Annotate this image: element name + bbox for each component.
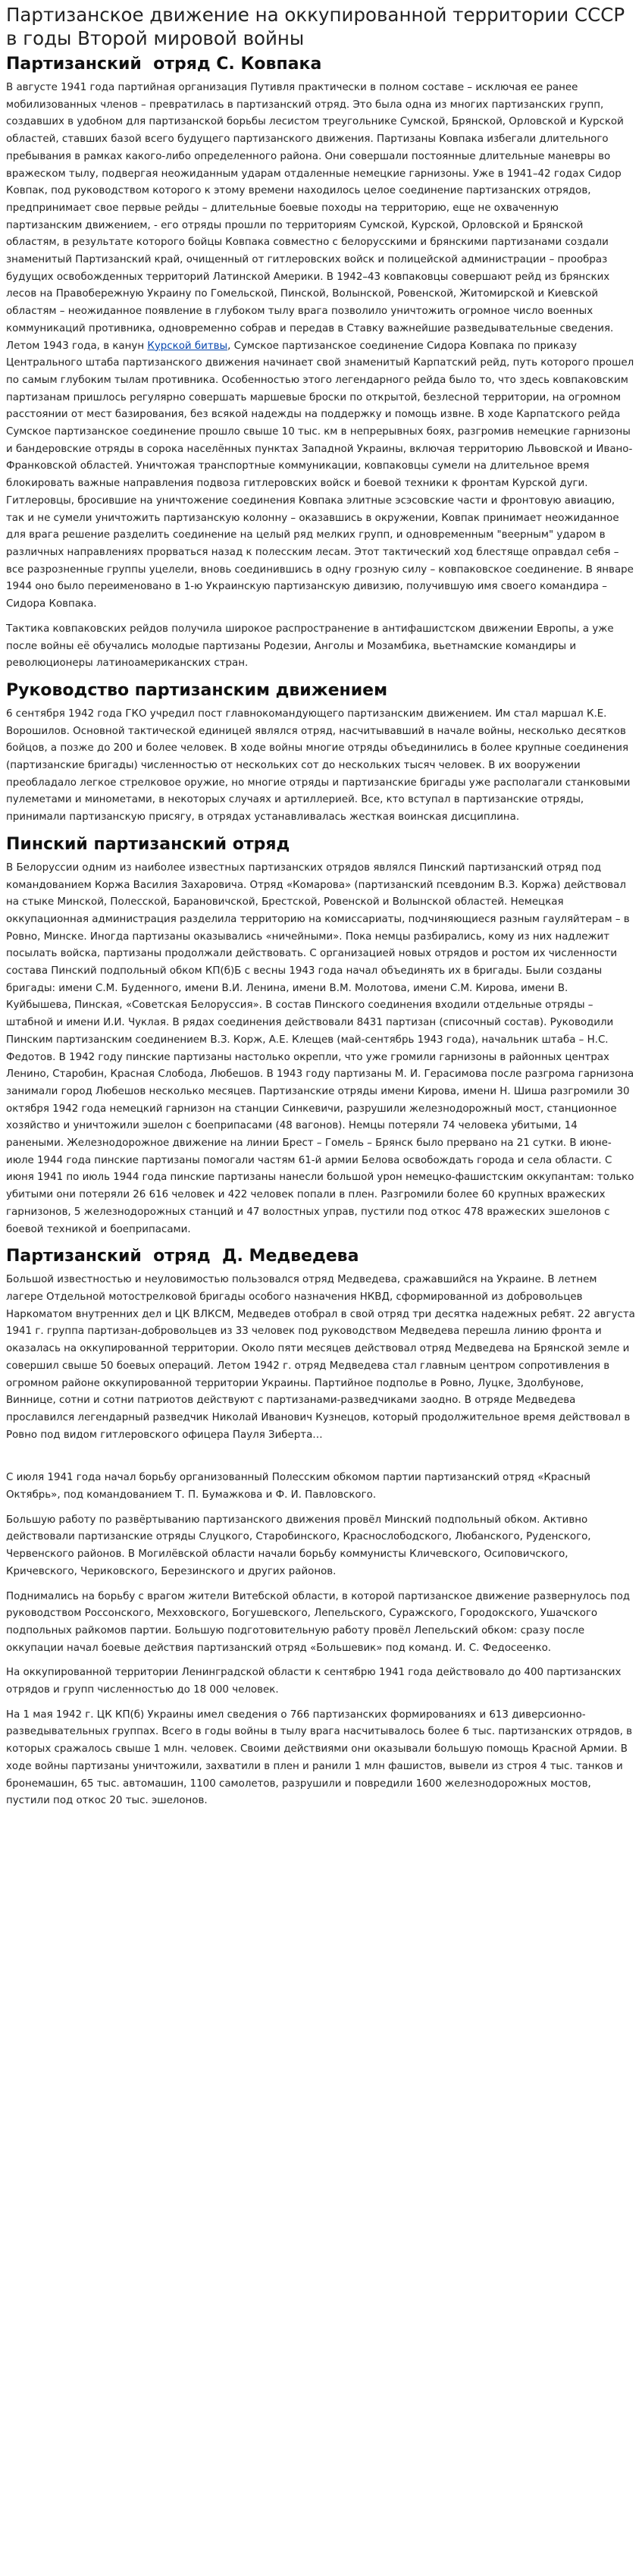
pinsk-paragraph-1: В Белоруссии одним из наиболее известных партизанских отрядов являлся Пинский партизанский отряд под командованием Коржа Василия Захаровича. Отряд «Комарова» (партизанский псевдоним В.З. Коржа) действовал на стыке Минской, Полесской, Барановичской, Брестской, Ровенской и Волынской областей. Немецкая оккупационная администрация разделила территорию на комиссариаты, подчиняющиеся разным гауляйтерам – в Ровно, Минске. Иногда партизаны оказывались «ничейными». Пока немцы разбирались, кому из них надлежит посылать войска, партизаны продолжали действовать. С организацией новых отрядов и ростом их численности состава Пинский подпольный обком КП(б)Б с весны 1943 года начал объединять их в бригады. Были созданы бригады: имени С.М. Буденного, имени В.И. Ленина, имени В.М. Молотова, имени С.М. Кирова, имени В. Куйбышева, Пинская, «Советская Белоруссия». В состав Пинского соединения входили отдельные отряды – штабной и имени И.И. Чуклая. В рядах соединения действовали 8431 партизан (списочный состав). Руководили Пинским партизанским соединением В.З. Корж, А.Е. Клещев (май-сентябрь 1943 года), начальник штаба – Н.С. Федотов. В 1942 году пинские партизаны настолько окрепли, что уже громили гарнизоны в районных центрах Ленино, Старобин, Красная Слобода, Любешов. В 1943 году партизаны М. И. Герасимова после разгрома гарнизона занимали город Любешов несколько месяцев. Партизанские отряды имени Кирова, имени Н. Шиша разгромили 30 октября 1942 года немецкий гарнизон на станции Синкевичи, разрушили железнодорожный мост, станционное хозяйство и уничтожили эшелон с боеприпасами (48 вагонов). Немцы потеряли 74 человека убитыми, 14 ранеными. Железнодорожное движение на линии Брест – Гомель – Брянск было прервано на 21 сутки. В июне-июле 1944 года пинские партизаны помогали частям 61-й армии Белова освобождать города и села области. С июня 1941 по июль 1944 года пинские партизаны нанесли большой урон немецко-фашистским оккупантам: только убитыми они потеряли 26 616 человек и 422 человек попали в плен. Разгромили более 60 крупных вражеских гарнизонов, 5 железнодорожных станций и 47 волостных управ, пустили под откос 478 вражеских эшелонов с боевой техникой и боеприпасами.	[6, 861, 634, 1235]
kovpak-paragraph-1	[6, 80, 636, 613]
page-title: Партизанское движение на оккупированной территории СССР в годы Второй мировой войны	[6, 4, 625, 49]
kovpak-paragraph-1-text-b: , Сумское партизанское соединение Сидора Ковпака по приказу Центрального штаба партизанского движения начинает свой знаменитый Карпатский рейд, путь которого прошел по самым глубоким тылам противника. Особенностью этого легендарного рейда было то, что здесь ковпаковским партизанам пришлось регулярно совершать маршевые броски по открытой, безлесной территории, на огромном расстоянии от мест базирования, без всякой надежды на поддержку и помощь извне. В ходе Карпатского рейда Сумское партизанское соединение прошло свыше 10 тыс. км в непрерывных боях, разгромив немецкие гарнизоны и бандеровские отряды в сорока населённых пунктах Западной Украины, включая территорию Львовской и Ивано-Франковской областей. Уничтожая транспортные коммуникации, ковпаковцы сумели на длительное время блокировать важные направления подвоза гитлеровских войск и боевой техники к фронтам Курской дуги. Гитлеровцы, бросившие на уничтожение соединения Ковпака элитные эсэсовские части и фронтовую авиацию, так и не сумели уничтожить партизанскую колонну – оказавшись в окружении, Ковпак принимает неожиданное для врага решение разделить соединение на целый ряд мелких групп, и одновременным "веерным" ударом в различных направлениях прорваться назад к полесским лесам. Этот тактический ход блестяще оправдал себя – все разрозненные группы уцелели, вновь соединившись в одну грозную силу – ковпаковское соединение. В январе 1944 оно было переименовано в 1-ю Украинскую партизанскую дивизию, получившую имя своего командира – Сидора Ковпака.	[6, 340, 634, 610]
medvedev-paragraph-6: На 1 мая 1942 г. ЦК КП(б) Украины имел сведения о 766 партизанских формированиях и 613 диверсионно-разведывательных группах. Всего в годы войны в тылу врага насчитывалось более 6 тыс. партизанских отрядов, в которых сражалось свыше 1 млн. человек. Своими действиями они оказывали большую помощь Красной Армии. В ходе войны партизаны уничтожили, захватили в плен и ранили 1 млн фашистов, вывели из строя 4 тыс. танков и бронемашин, 65 тыс. автомашин, 1100 самолетов, разрушили и повредили 1600 железнодорожных мостов, пустили под откос 20 тыс. эшелонов.	[6, 1708, 633, 1807]
section-heading-pinsk: Пинский партизанский отряд	[6, 834, 290, 854]
section-pinsk	[6, 834, 636, 1238]
kovpak-paragraph-2: Тактика ковпаковских рейдов получила широкое распространение в антифашистском движении Европы, а уже после войны её обучались молодые партизаны Родезии, Анголы и Мозамбика, вьетнамские командиры и революционеры латиноамериканских стран.	[6, 623, 614, 670]
section-heading-leadership: Руководство партизанским движением	[6, 680, 388, 700]
medvedev-paragraph-2: С июля 1941 года начал борьбу организованный Полесским обкомом партии партизанский отряд «Красный Октябрь», под командованием Т. П. Бумажкова и Ф. И. Павловского.	[6, 1472, 591, 1501]
medvedev-paragraph-4: Поднимались на борьбу с врагом жители Витебской области, в которой партизанское движение развернулось под руководством Россонского, Мехховского, Богушевского, Лепельского, Суражского, Городокского, Ушачского подпольных райкомов партии. Большую подготовительную работу провёл Лепельский обком: сразу после оккупации начал боевые действия партизанский отряд «Большевик» под команд. И. С. Федосеенко.	[6, 1590, 631, 1654]
article	[6, 0, 636, 1810]
kursk-battle-link[interactable]: Курской битвы	[147, 340, 228, 352]
section-heading-medvedev: Партизанский отряд Д. Медведева	[6, 1247, 359, 1266]
section-heading-kovpak: Партизанский отряд С. Ковпака	[6, 55, 322, 74]
medvedev-paragraph-1: Большой известностью и неуловимостью пользовался отряд Медведева, сражавшийся на Украине. В летнем лагере Отдельной мотострелковой бригады особого назначения НКВД, сформированной из добровольцев Наркоматом внутренних дел и ЦК ВЛКСМ, Медведев отобрал в свой отряд три десятка надежных ребят. 22 августа 1941 г. группа партизан-добровольцев из 33 человек под руководством Медведева перешла линию фронта и оказалась на оккупированной территории. Около пяти месяцев действовал отряд Медведева на Брянской земле и совершил свыше 50 боевых операций. Летом 1942 г. отряд Медведева стал главным центром сопротивления в огромном районе оккупированной территории Украины. Партийное подполье в Ровно, Луцке, Здолбунове, Виннице, сотни и сотни патриотов действуют с партизанами-разведчиками заодно. В отряде Медведева прославился легендарный разведчик Николай Иванович Кузнецов, который продолжительное время действовал в Ровно под видом гитлеровского офицера Пауля Зиберта…	[6, 1274, 635, 1441]
kovpak-paragraph-1-text-a: В августе 1941 года партийная организация Путивля практически в полном составе – исключая ее ранее мобилизованных членов – превратилась в партизанский отряд. Это была одна из многих партизанских групп, создавших в удобном для партизанской борьбы лесистом треугольнике Сумской, Брянской, Орловской и Курской областей, ставших базой всего будущего партизанского движения. Партизаны Ковпака избегали длительного пребывания в рамках какого-либо определенного района. Они совершали постоянные длительные маневры во вражеском тылу, подвергая неожиданным ударам отдаленные немецкие гарнизоны. Уже в 1941–42 годах Сидор Ковпак, под руководством которого к этому времени находилось целое соединение партизанских отрядов, предпринимает свое первые рейды – длительные боевые походы на территорию, еще не охваченную партизанским движением, - его отряды прошли по территориям Сумской, Курской, Орловской и Брянской областям, в результате которого бойцы Ковпака совместно с белорусскими и брянскими партизанами создали знаменитый Партизанский край, очищенный от гитлеровских войск и полицейской администрации – прообраз будущих освобожденных территорий Латинской Америки. В 1942–43 ковпаковцы совершают рейд из брянских лесов на Правобережную Украину по Гомельской, Пинской, Волынской, Ровенской, Житомирской и Киевской областям – неожиданное появление в глубоком тылу врага позволило уничтожить огромное число военных коммуникаций противника, одновременно собрав и передав в Ставку важнейшие разведывательные сведения. Летом 1943 года, в канун	[6, 82, 624, 352]
medvedev-paragraph-3: Большую работу по развёртыванию партизанского движения провёл Минский подпольный обком. Активно действовали партизанские отряды Слуцкого, Старобинского, Краснослободского, Любанского, Руденского, Червенского районов. В Могилёвской области начали борьбу коммунисты Кличевского, Осиповичского, Кричевского, Чериковского, Березинского и других районов.	[6, 1514, 591, 1577]
section-medvedev	[6, 1246, 636, 1810]
leadership-paragraph-1: 6 сентября 1942 года ГКО учредил пост главнокомандующего партизанским движением. Им стал маршал К.Е. Ворошилов. Основной тактической единицей являлся отряд, насчитывавший в начале войны, несколько десятков бойцов, а позже до 200 и более человек. В ходе войны многие отряды объединились в более крупные соединения (партизанские бригады) численностью от нескольких сот до нескольких тысяч человек. В их вооружении преобладало легкое стрелковое оружие, но многие отряды и партизанские бригады уже располагали станковыми пулеметами и минометами, в некоторых случаях и артиллерией. Все, кто вступал в партизанские отряды, принимали партизанскую присягу, в отрядах устанавливалась жесткая воинская дисциплина.	[6, 708, 631, 824]
section-leadership	[6, 680, 636, 827]
spacer	[6, 1451, 636, 1470]
medvedev-paragraph-5: На оккупированной территории Ленинградской области к сентябрю 1941 года действовало до 400 партизанских отрядов и групп численностью до 18 000 человек.	[6, 1667, 622, 1696]
section-kovpak	[6, 54, 636, 673]
